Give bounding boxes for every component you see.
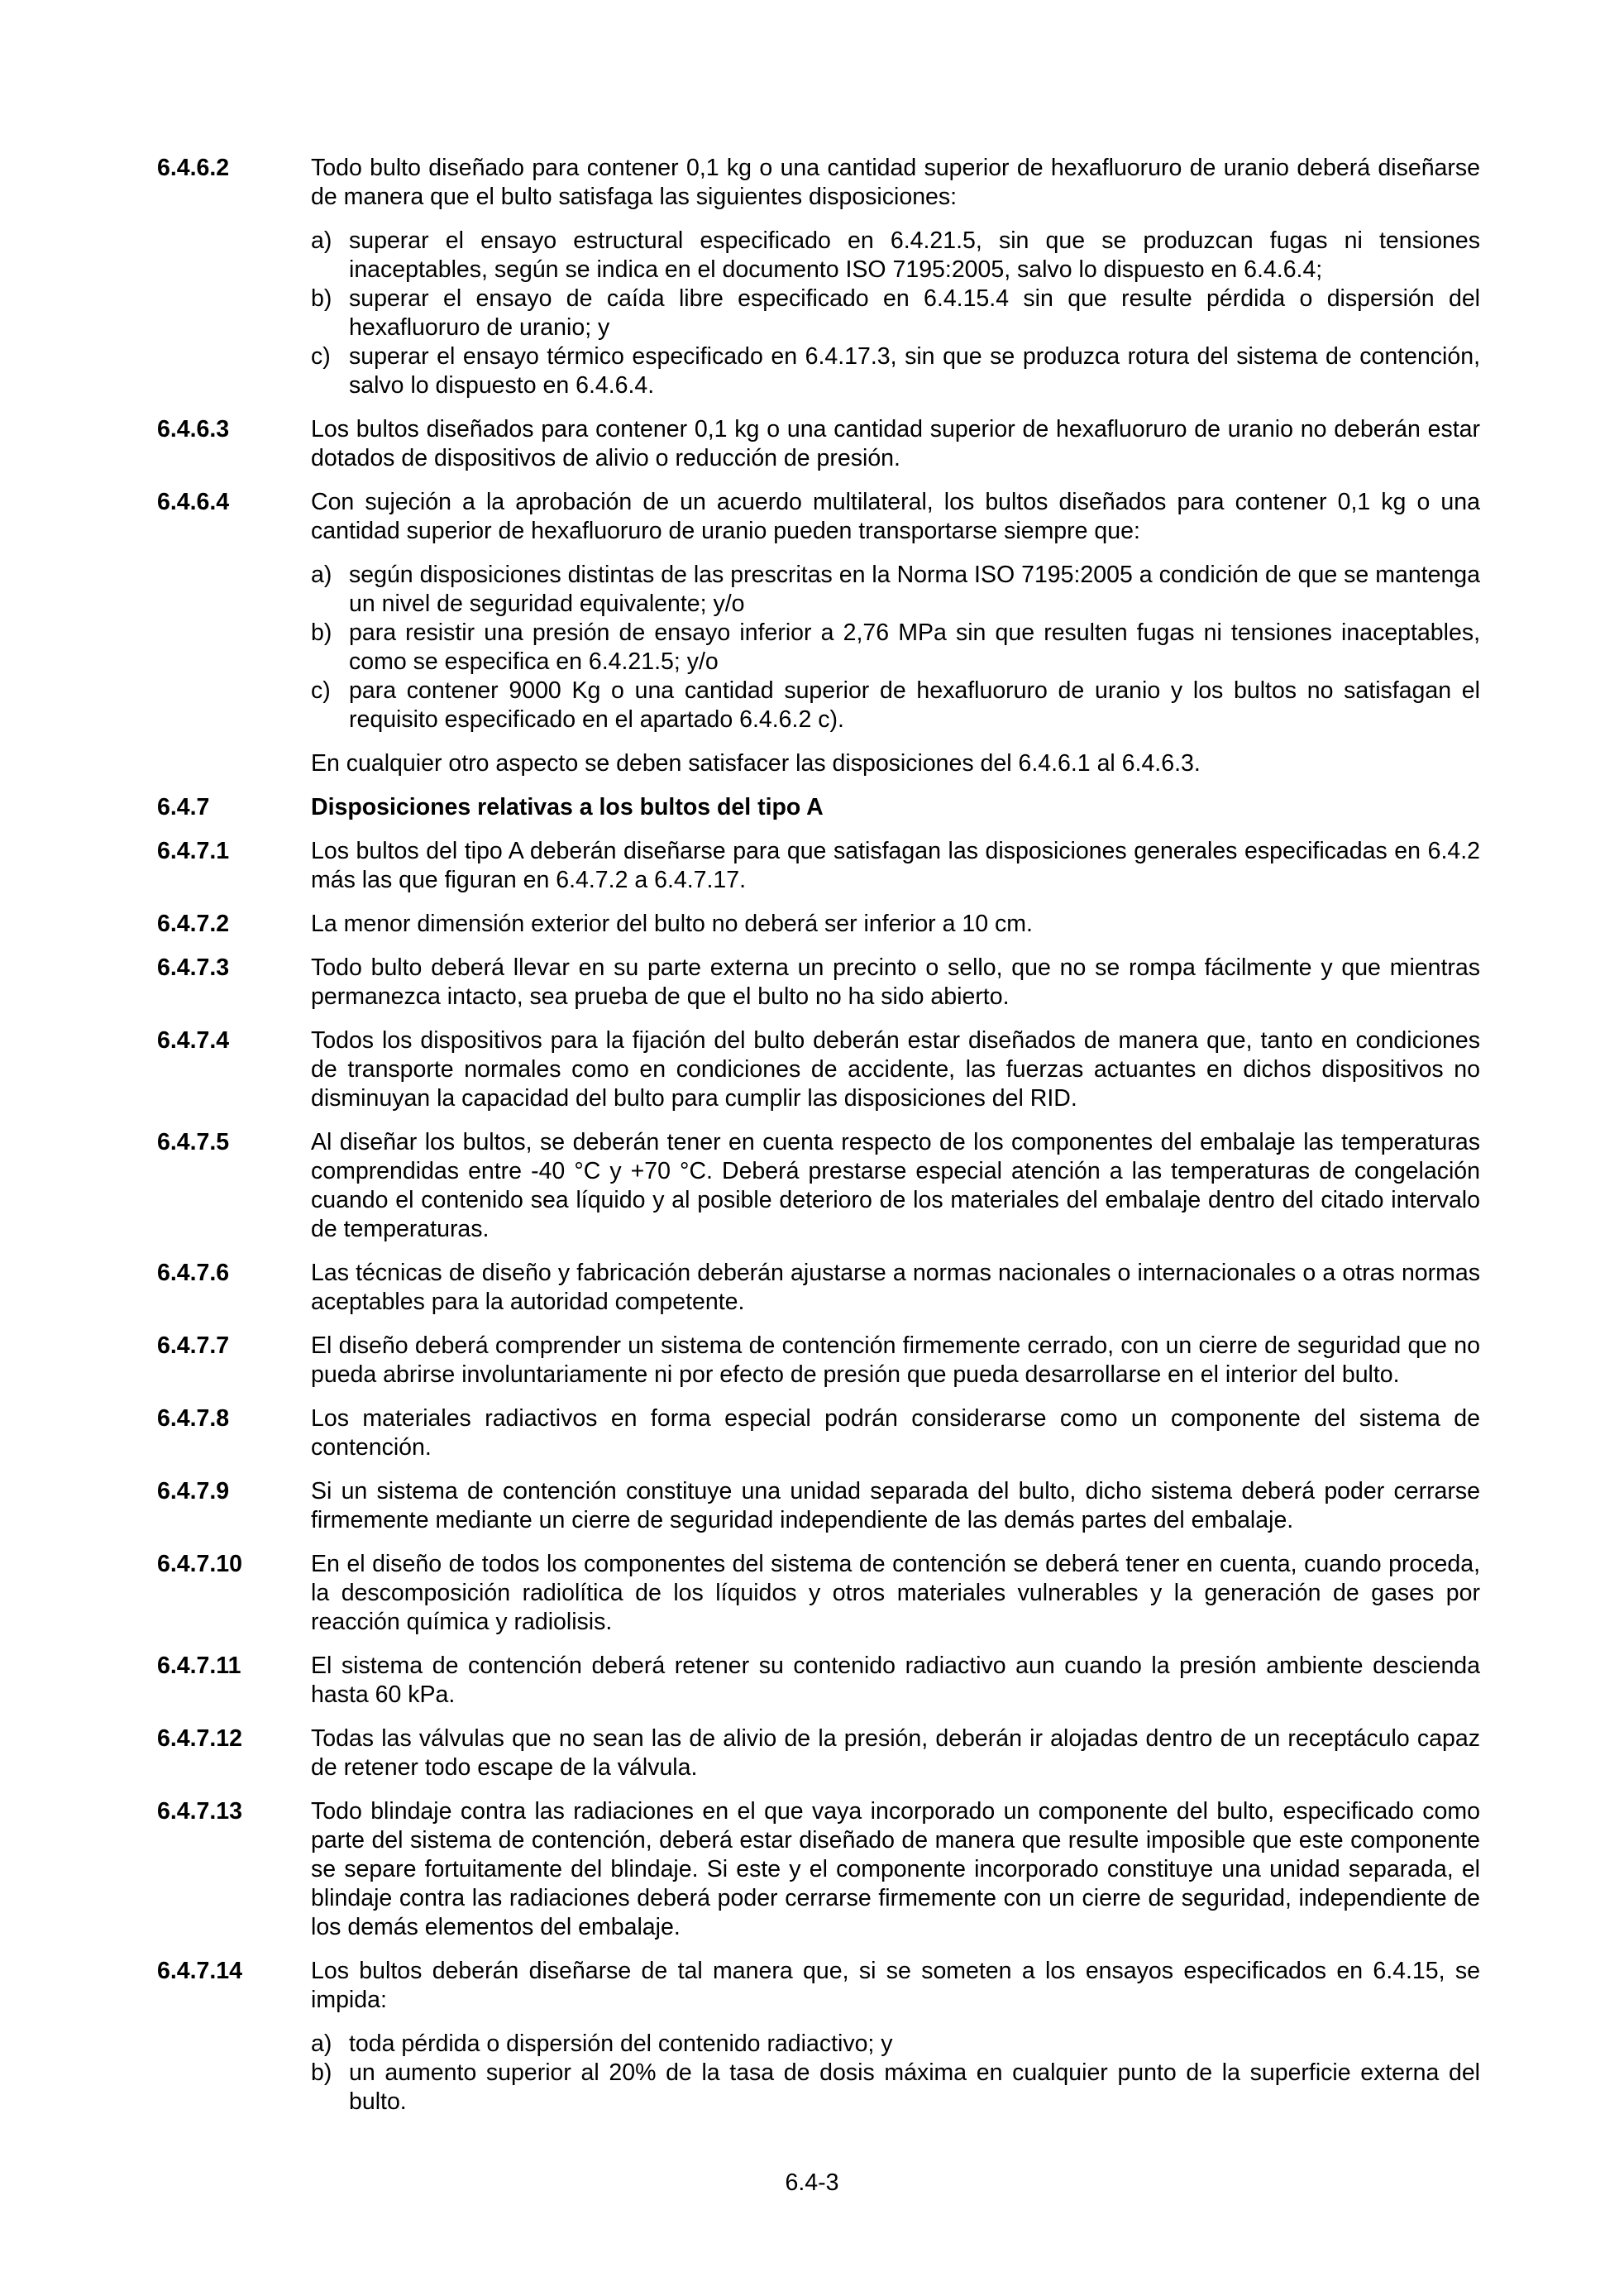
section-number: 6.4.7.8 [157, 1405, 230, 1432]
section-6-4-7-4 [157, 1026, 1480, 1113]
section-text: Los materiales radiactivos en forma especial podrán considerarse como un componente del sistema de contención. [311, 1405, 1480, 1461]
section-text: Si un sistema de contención constituye una unidad separada del bulto, dicho sistema deberá poder cerrarse firmemente mediante un cierre de seguridad independiente de las demás partes del embalaje. [311, 1478, 1480, 1533]
item-letter: b) [311, 2059, 332, 2086]
item-text: superar el ensayo térmico especificado en 6.4.17.3, sin que se produzca rotura del sistema de contención, salvo lo dispuesto en 6.4.6.4. [349, 343, 1480, 399]
section-6-4-7-9 [157, 1477, 1480, 1535]
item-text: superar el ensayo de caída libre especificado en 6.4.15.4 sin que resulte pérdida o dispersión del hexafluoruro de uranio; y [349, 285, 1480, 341]
section-text: Las técnicas de diseño y fabricación deberán ajustarse a normas nacionales o internacionales o a otras normas aceptables para la autoridad competente. [311, 1260, 1480, 1315]
list-item [311, 227, 1480, 285]
section-text: Al diseñar los bultos, se deberán tener en cuenta respecto de los componentes del embalaje las temperaturas comprendidas entre -40 °C y +70 °C. Deberá prestarse especial atención a las temperaturas de congelación cuando el contenido sea líquido y al posible deterioro de los materiales del embalaje dentro del citado intervalo de temperaturas. [311, 1129, 1480, 1242]
list-item [311, 619, 1480, 677]
item-list [311, 2030, 1480, 2117]
section-text: Con sujeción a la aprobación de un acuerdo multilateral, los bultos diseñados para contener 0,1 kg o una cantidad superior de hexafluoruro de uranio pueden transportarse siempre que: [311, 489, 1480, 544]
list-item [311, 2030, 1480, 2059]
section-6-4-7-10 [157, 1550, 1480, 1637]
section-text: Los bultos diseñados para contener 0,1 kg o una cantidad superior de hexafluoruro de uranio no deberán estar dotados de dispositivos de alivio o reducción de presión. [311, 416, 1480, 471]
section-text: Todo bulto diseñado para contener 0,1 kg o una cantidad superior de hexafluoruro de uranio deberá diseñarse de manera que el bulto satisfaga las siguientes disposiciones: [311, 155, 1480, 210]
section-text: La menor dimensión exterior del bulto no deberá ser inferior a 10 cm. [311, 911, 1033, 937]
section-6-4-7-2 [157, 910, 1480, 939]
section-number: 6.4.7.13 [157, 1798, 243, 1825]
section-text: El sistema de contención deberá retener su contenido radiactivo aun cuando la presión ambiente descienda hasta 60 kPa. [311, 1653, 1480, 1708]
section-number: 6.4.6.2 [157, 155, 230, 181]
section-6-4-6-3 [157, 415, 1480, 473]
list-item [311, 285, 1480, 342]
list-item [311, 677, 1480, 734]
section-number: 6.4.7.10 [157, 1551, 243, 1577]
section-6-4-7-8 [157, 1404, 1480, 1462]
section-number: 6.4.7.7 [157, 1332, 230, 1359]
item-text: para contener 9000 Kg o una cantidad superior de hexafluoruro de uranio y los bultos no satisfagan el requisito especificado en el apartado 6.4.6.2 c). [349, 677, 1480, 733]
section-text: El diseño deberá comprender un sistema de contención firmemente cerrado, con un cierre de seguridad que no pueda abrirse involuntariamente ni por efecto de presión que pueda desarrollarse en el interior del bulto. [311, 1332, 1480, 1388]
section-number: 6.4.7.6 [157, 1260, 230, 1286]
section-6-4-7-11 [157, 1652, 1480, 1710]
section-number: 6.4.7.1 [157, 838, 230, 864]
section-number: 6.4.7.14 [157, 1958, 243, 1984]
item-text: superar el ensayo estructural especificado en 6.4.21.5, sin que se produzcan fugas ni tensiones inaceptables, según se indica en el documento ISO 7195:2005, salvo lo dispuesto en 6.4.6.4; [349, 227, 1480, 283]
item-text: según disposiciones distintas de las prescritas en la Norma ISO 7195:2005 a condición de que se mantenga un nivel de seguridad equivalente; y/o [349, 562, 1480, 617]
item-letter: a) [311, 2031, 332, 2057]
section-number: 6.4.7.2 [157, 911, 230, 937]
item-letter: c) [311, 343, 331, 370]
item-letter: a) [311, 562, 332, 588]
section-6-4-7-12 [157, 1724, 1480, 1782]
section-text: Todos los dispositivos para la fijación del bulto deberán estar diseñados de manera que, tanto en condiciones de transporte normales como en condiciones de accidente, las fuerzas actuantes en dichos dispositivos no disminuyan la capacidad del bulto para cumplir las disposiciones del RID. [311, 1027, 1480, 1112]
section-number: 6.4.6.4 [157, 489, 230, 515]
section-number: 6.4.6.3 [157, 416, 230, 442]
document-body [157, 154, 1480, 2131]
section-text: Los bultos deberán diseñarse de tal manera que, si se someten a los ensayos especificados en 6.4.15, se impida: [311, 1958, 1480, 2013]
section-6-4-6-2 [157, 154, 1480, 400]
section-6-4-7-14 [157, 1957, 1480, 2117]
item-letter: b) [311, 619, 332, 646]
section-6-4-7-3 [157, 954, 1480, 1012]
section-number: 6.4.7.12 [157, 1725, 243, 1752]
list-item [311, 561, 1480, 619]
section-text: Los bultos del tipo A deberán diseñarse para que satisfagan las disposiciones generales especificadas en 6.4.2 más las que figuran en 6.4.7.2 a 6.4.7.17. [311, 838, 1480, 893]
item-letter: b) [311, 285, 332, 312]
section-6-4-7-7 [157, 1332, 1480, 1390]
page-number: 6.4-3 [785, 2169, 839, 2196]
section-number: 6.4.7.4 [157, 1027, 230, 1054]
section-6-4-6-4 [157, 488, 1480, 778]
section-text: Todo blindaje contra las radiaciones en el que vaya incorporado un componente del bulto, especificado como parte del sistema de contención, deberá estar diseñado de manera que resulte imposible que este componente se separe fortuitamente del blindaje. Si este y el componente incorporado constituye una unidad separada, el blindaje contra las radiaciones deberá poder cerrarse firmemente con un cierre de seguridad, independiente de los demás elementos del embalaje. [311, 1798, 1480, 1940]
section-6-4-7-6 [157, 1259, 1480, 1317]
section-number: 6.4.7.3 [157, 954, 230, 981]
item-list [311, 227, 1480, 400]
section-number: 6.4.7 [157, 794, 210, 820]
item-text: para resistir una presión de ensayo inferior a 2,76 MPa sin que resulten fugas ni tensiones inaceptables, como se especifica en 6.4.21.5; y/o [349, 619, 1480, 675]
section-number: 6.4.7.11 [157, 1653, 241, 1679]
section-number: 6.4.7.5 [157, 1129, 230, 1155]
section-6-4-7-heading [157, 793, 1480, 822]
section-closing-text: En cualquier otro aspecto se deben satisfacer las disposiciones del 6.4.6.1 al 6.4.6.3. [311, 750, 1201, 777]
section-6-4-7-13 [157, 1797, 1480, 1942]
section-text: Todas las válvulas que no sean las de alivio de la presión, deberán ir alojadas dentro de un receptáculo capaz de retener todo escape de la válvula. [311, 1725, 1480, 1781]
section-text: Todo bulto deberá llevar en su parte externa un precinto o sello, que no se rompa fácilmente y que mientras permanezca intacto, sea prueba de que el bulto no ha sido abierto. [311, 954, 1480, 1010]
item-text: un aumento superior al 20% de la tasa de dosis máxima en cualquier punto de la superficie externa del bulto. [349, 2059, 1480, 2115]
item-letter: c) [311, 677, 331, 704]
item-list [311, 561, 1480, 734]
section-text: En el diseño de todos los componentes del sistema de contención se deberá tener en cuenta, cuando proceda, la descomposición radiolítica de los líquidos y otros materiales vulnerables y la generación de gases por reacción química y radiolisis. [311, 1551, 1480, 1635]
section-6-4-7-1 [157, 837, 1480, 895]
item-text: toda pérdida o dispersión del contenido radiactivo; y [349, 2031, 893, 2057]
section-heading: Disposiciones relativas a los bultos del tipo A [311, 794, 824, 820]
section-number: 6.4.7.9 [157, 1478, 230, 1504]
section-6-4-7-5 [157, 1128, 1480, 1244]
item-letter: a) [311, 227, 332, 254]
list-item [311, 2059, 1480, 2117]
list-item [311, 342, 1480, 400]
